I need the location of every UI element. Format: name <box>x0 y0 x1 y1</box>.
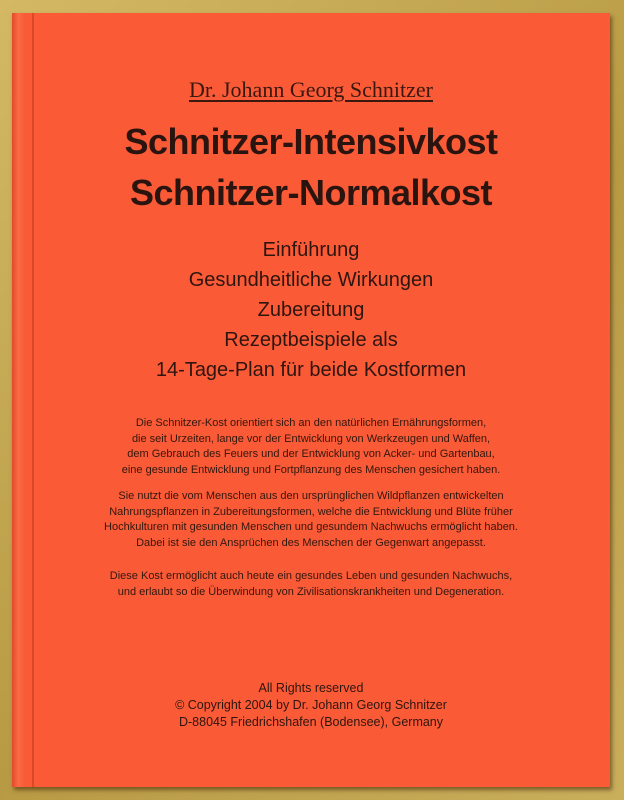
paragraph-line: eine gesunde Entwicklung und Fortpflanzung des Menschen gesichert haben. <box>121 463 501 476</box>
paragraph-line: Die Schnitzer-Kost orientiert sich an den natürlichen Ernährungsformen, <box>135 417 487 429</box>
paragraph-line: Dabei ist sie den Ansprüchen des Menschen der Gegenwart angepasst. <box>136 536 486 549</box>
description-paragraph-2 <box>12 489 610 551</box>
subtitle-line: Rezeptbeispiele als <box>224 329 398 351</box>
title-line-2: Schnitzer-Normalkost <box>129 172 493 213</box>
subtitle-line: Zubereitung <box>257 299 365 321</box>
subtitle-line: Einführung <box>262 239 360 261</box>
paragraph-line: Hochkulturen mit gesunden Menschen und gesundem Nachwuchs ermöglicht haben. <box>104 521 518 533</box>
footer-line: © Copyright 2004 by Dr. Johann Georg Schnitzer <box>175 698 447 712</box>
paragraph-line: und erlaubt so die Überwindung von Zivilisationskrankheiten und Degeneration. <box>117 585 505 598</box>
book-cover <box>12 13 610 787</box>
paragraph-line: Nahrungspflanzen in Zubereitungsformen, welche die Entwicklung und Blüte früher <box>109 505 513 518</box>
author-name: Dr. Johann Georg Schnitzer <box>189 77 433 102</box>
description-paragraph-1 <box>12 416 610 478</box>
paragraph-line: Sie nutzt die vom Menschen aus den ursprünglichen Wildpflanzen entwickelten <box>118 490 504 502</box>
paragraph-line: dem Gebrauch des Feuers und der Entwicklung von Acker- und Gartenbau, <box>127 448 495 460</box>
subtitle-line: 14-Tage-Plan für beide Kostformen <box>155 359 467 381</box>
copyright-footer <box>12 680 610 731</box>
title-line-1: Schnitzer-Intensivkost <box>124 121 498 162</box>
paragraph-line: Diese Kost ermöglicht auch heute ein gesundes Leben und gesunden Nachwuchs, <box>109 570 513 582</box>
description-paragraph-3 <box>12 569 610 600</box>
paragraph-line: die seit Urzeiten, lange vor der Entwicklung von Werkzeugen und Waffen, <box>131 432 491 445</box>
footer-line: All Rights reserved <box>258 681 364 695</box>
subtitle-block <box>12 235 610 385</box>
subtitle-line: Gesundheitliche Wirkungen <box>188 269 434 291</box>
footer-line: D-88045 Friedrichshafen (Bodensee), Germany <box>178 715 444 729</box>
